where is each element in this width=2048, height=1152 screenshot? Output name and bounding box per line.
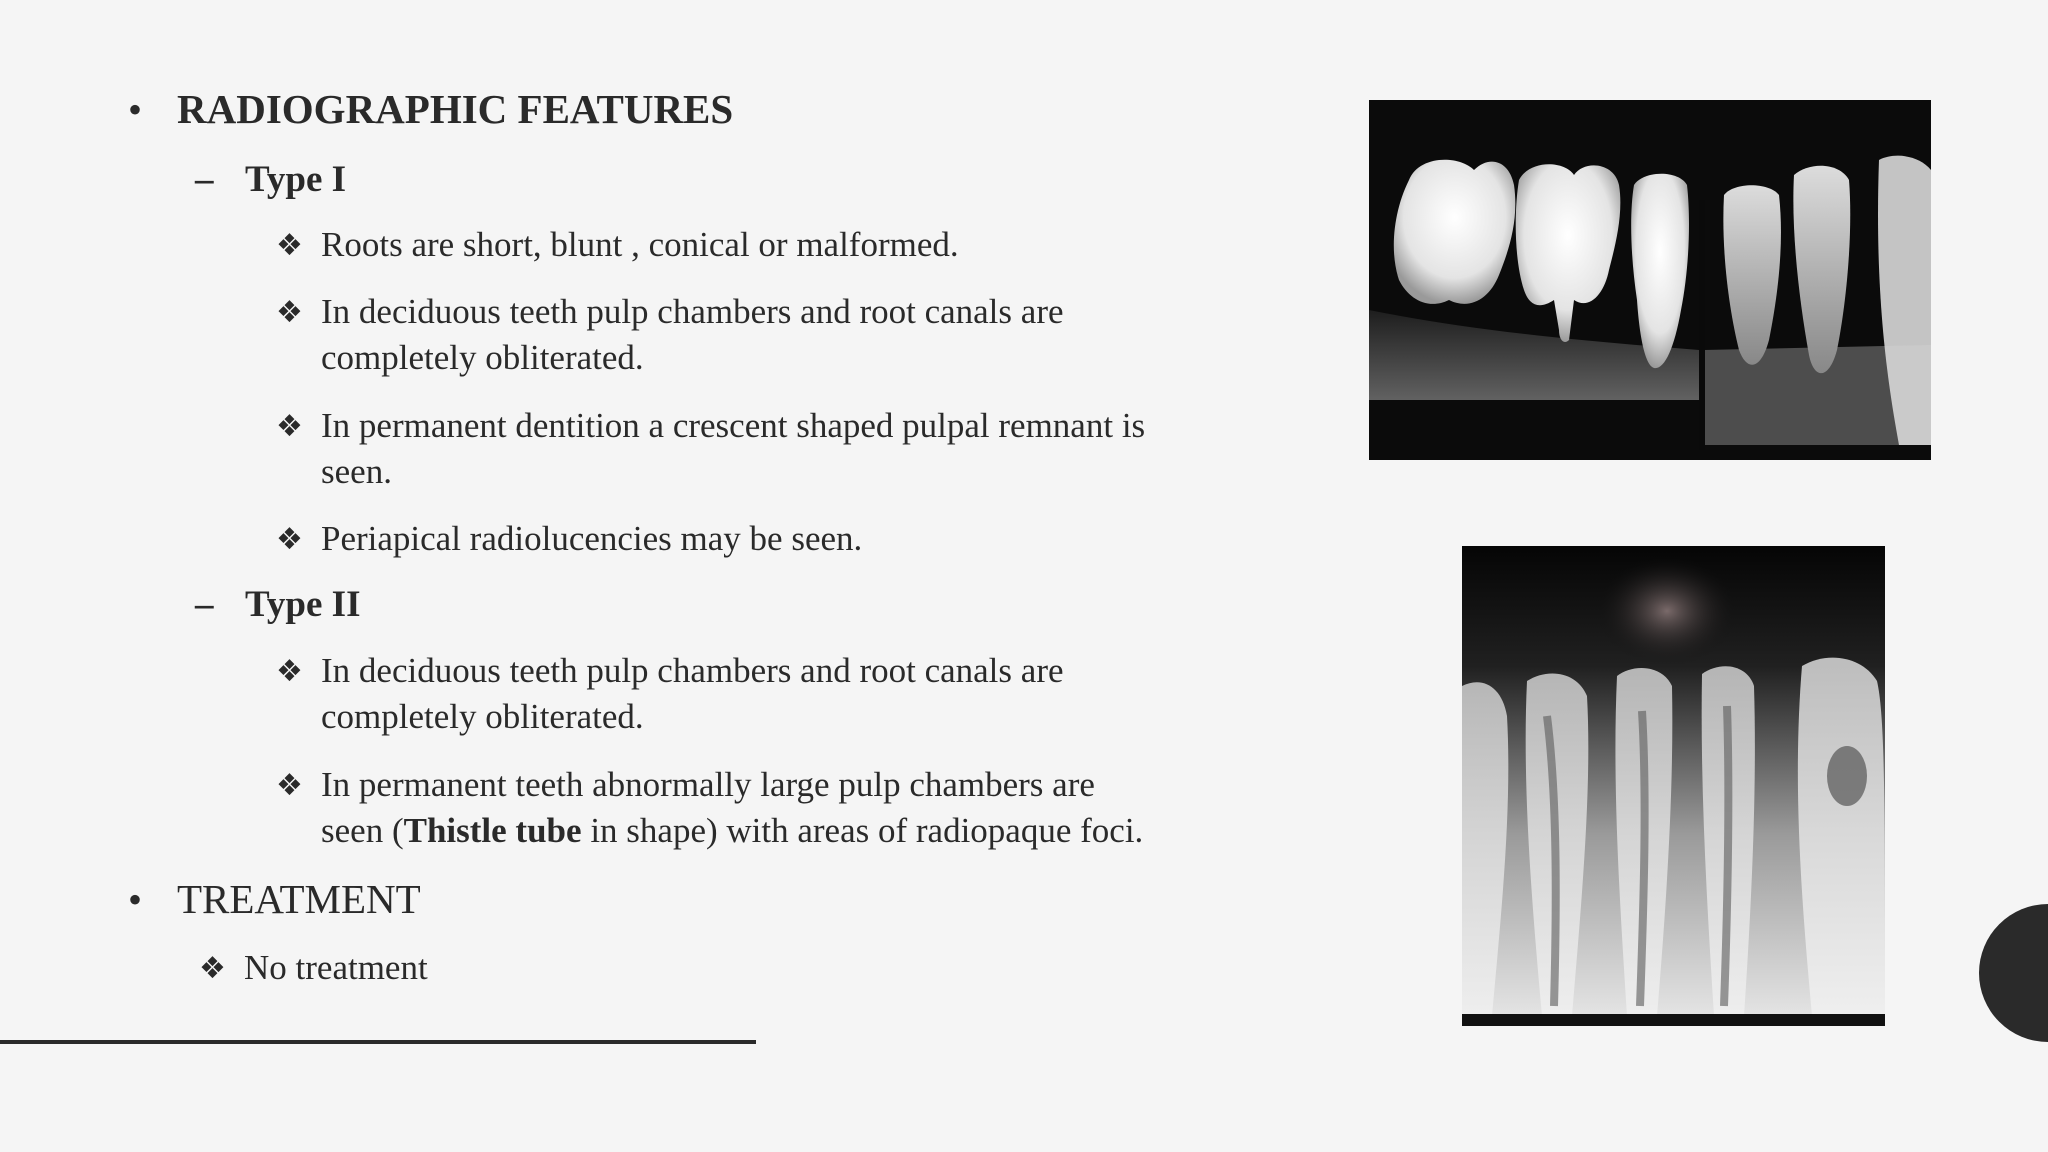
bullet-symbol: • bbox=[128, 877, 143, 922]
type1-point-3-line-2: seen. bbox=[321, 452, 392, 491]
bullet-symbol: • bbox=[128, 87, 143, 132]
type2-point-1-line-2: completely obliterated. bbox=[321, 697, 644, 736]
radiographic-heading: RADIOGRAPHIC FEATURES bbox=[177, 86, 734, 132]
type1-point-3-line-1: In permanent dentition a crescent shaped pulpal remnant is bbox=[321, 406, 1146, 445]
type1-point-2-line-1: In deciduous teeth pulp chambers and root canals are bbox=[321, 292, 1064, 331]
xray-molars-icon bbox=[1369, 100, 1931, 460]
type2-point-2-line-1: In permanent teeth abnormally large pulp chambers are bbox=[321, 765, 1095, 804]
dash-symbol: – bbox=[195, 159, 214, 200]
diamond-bullet-icon: ❖ bbox=[276, 768, 303, 803]
type2-label: Type II bbox=[245, 584, 361, 625]
decorative-circle bbox=[1979, 904, 2048, 1042]
diamond-bullet-icon: ❖ bbox=[276, 295, 303, 330]
dash-symbol: – bbox=[195, 584, 214, 625]
diamond-bullet-icon: ❖ bbox=[199, 951, 226, 986]
type2-point-2-line-2 bbox=[321, 811, 1143, 851]
type1-point-4: Periapical radiolucencies may be seen. bbox=[321, 519, 863, 558]
diamond-bullet-icon: ❖ bbox=[276, 409, 303, 444]
type1-point-2-line-2: completely obliterated. bbox=[321, 338, 644, 377]
bottom-divider-line bbox=[0, 1040, 756, 1044]
line2-after: in shape) with areas of radiopaque foci. bbox=[581, 811, 1144, 850]
diamond-bullet-icon: ❖ bbox=[276, 654, 303, 689]
type1-point-1: Roots are short, blunt , conical or malformed. bbox=[321, 225, 959, 264]
xray-molars-radiograph bbox=[1369, 100, 1931, 460]
xray-incisors-radiograph bbox=[1462, 546, 1885, 1026]
type1-label: Type I bbox=[245, 159, 347, 200]
thistle-tube-term: Thistle tube bbox=[403, 811, 582, 850]
treatment-point-1: No treatment bbox=[244, 948, 428, 987]
diamond-bullet-icon: ❖ bbox=[276, 522, 303, 557]
xray-incisors-icon bbox=[1462, 546, 1885, 1026]
treatment-heading: TREATMENT bbox=[177, 876, 421, 922]
line2-before: seen ( bbox=[321, 811, 404, 850]
type2-point-1-line-1: In deciduous teeth pulp chambers and root canals are bbox=[321, 651, 1064, 690]
diamond-bullet-icon: ❖ bbox=[276, 228, 303, 263]
